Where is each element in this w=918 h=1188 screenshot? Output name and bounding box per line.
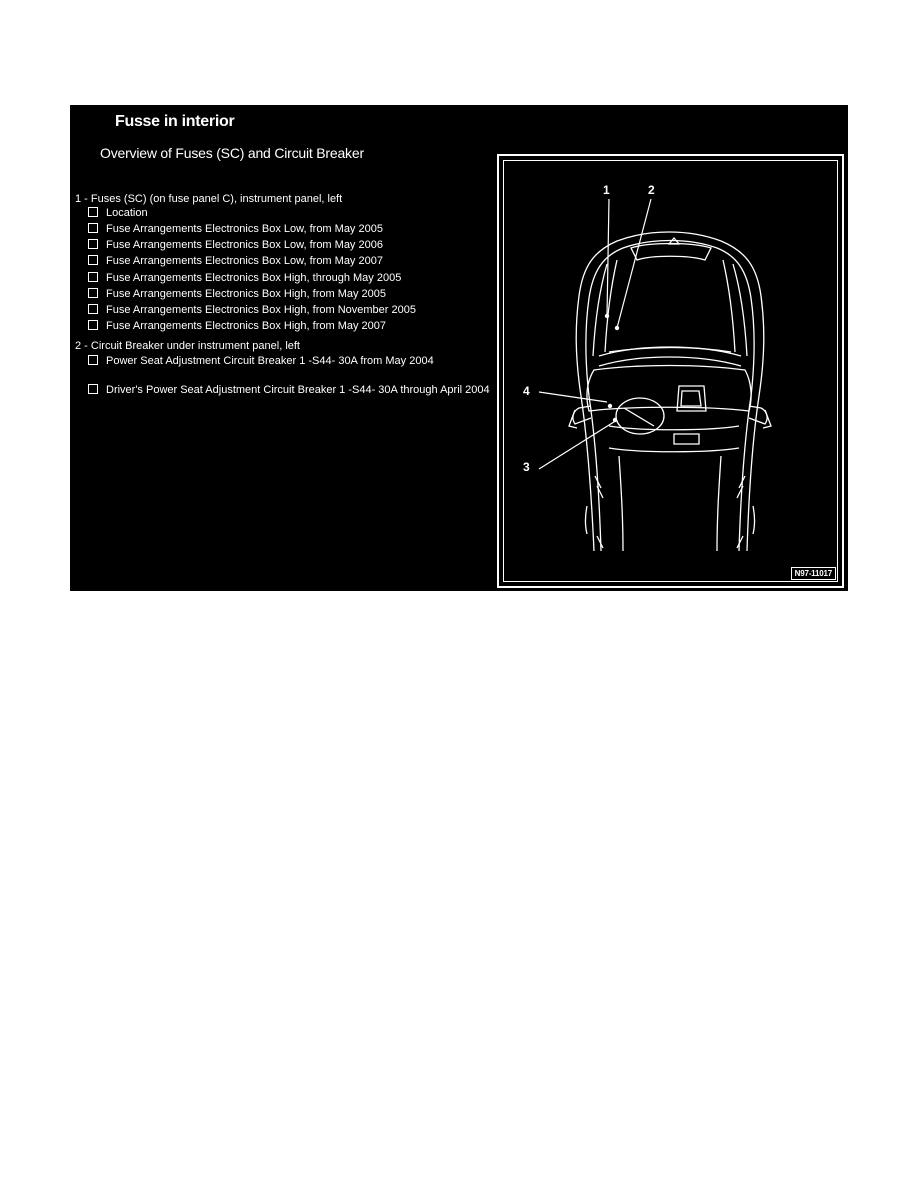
list-item[interactable]: Fuse Arrangements Electronics Box Low, from May 2006 — [88, 239, 383, 252]
checkbox-square-icon — [88, 239, 98, 249]
checkbox-square-icon — [88, 255, 98, 265]
checkbox-square-icon — [88, 320, 98, 330]
checkbox-square-icon — [88, 223, 98, 233]
section-heading-circuit-breaker: 2 - Circuit Breaker under instrument panel, left — [75, 340, 300, 352]
checkbox-square-icon — [88, 272, 98, 282]
list-item[interactable]: Fuse Arrangements Electronics Box High, through May 2005 — [88, 272, 401, 285]
car-top-view-illustration — [499, 156, 842, 586]
callout-1: 1 — [603, 183, 610, 197]
checkbox-square-icon — [88, 207, 98, 217]
list-item[interactable]: Fuse Arrangements Electronics Box High, from May 2005 — [88, 288, 386, 301]
vehicle-figure — [497, 154, 844, 588]
list-item[interactable]: Fuse Arrangements Electronics Box Low, from May 2005 — [88, 223, 383, 236]
callout-3: 3 — [523, 460, 530, 474]
list-item[interactable]: Location — [88, 207, 148, 220]
list-item[interactable]: Power Seat Adjustment Circuit Breaker 1 -S44- 30A from May 2004 — [88, 355, 434, 368]
callout-2: 2 — [648, 183, 655, 197]
list-item[interactable]: Driver's Power Seat Adjustment Circuit Breaker 1 -S44- 30A through April 2004 — [88, 384, 490, 397]
section-heading-fuses: 1 - Fuses (SC) (on fuse panel C), instrument panel, left — [75, 193, 343, 205]
callout-4: 4 — [523, 384, 530, 398]
checkbox-square-icon — [88, 288, 98, 298]
page-subtitle: Overview of Fuses (SC) and Circuit Breaker — [100, 145, 364, 161]
list-item[interactable]: Fuse Arrangements Electronics Box High, from May 2007 — [88, 320, 386, 333]
checkbox-square-icon — [88, 384, 98, 394]
figure-id-label: N97-11017 — [791, 567, 836, 580]
document-panel — [70, 105, 848, 591]
checkbox-square-icon — [88, 355, 98, 365]
list-item[interactable]: Fuse Arrangements Electronics Box Low, from May 2007 — [88, 255, 383, 268]
checkbox-square-icon — [88, 304, 98, 314]
page-title: Fusse in interior — [115, 113, 235, 130]
list-item[interactable]: Fuse Arrangements Electronics Box High, from November 2005 — [88, 304, 416, 317]
